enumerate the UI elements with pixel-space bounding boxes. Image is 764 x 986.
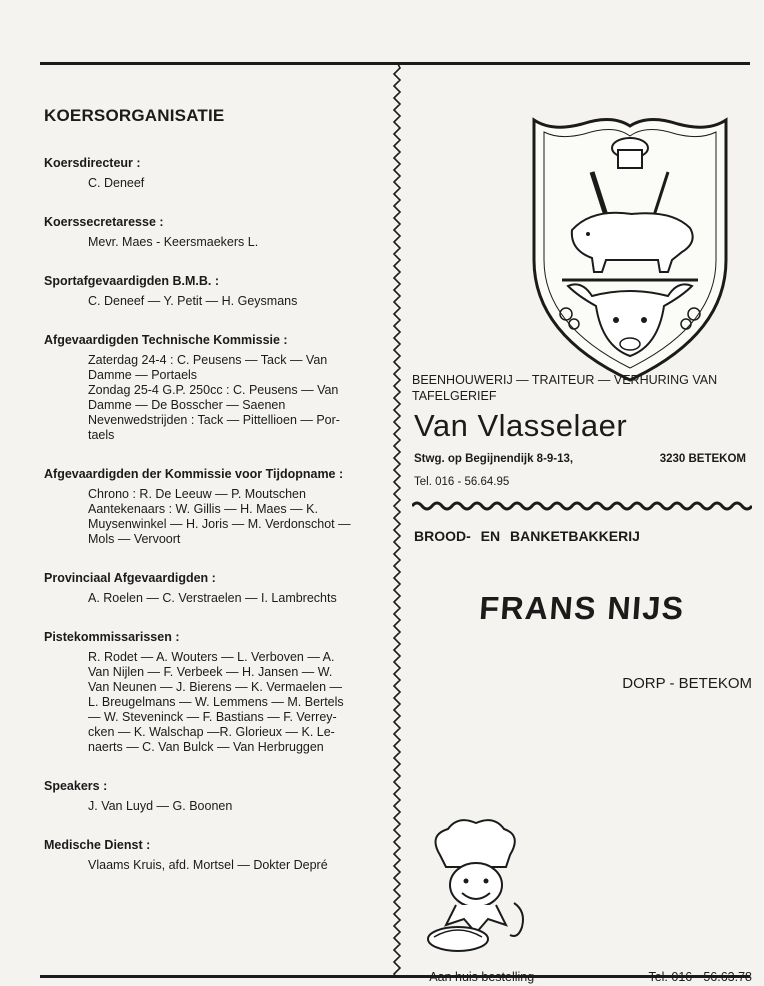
bakery-phone: Tel. 016 - 56.63.78 (648, 970, 752, 984)
member-line: Zaterdag 24-4 : C. Peusens — Tack — Van (88, 353, 328, 367)
section-members (44, 799, 379, 814)
member-line: Mols — Vervoort (88, 532, 181, 546)
committee-section (44, 779, 379, 814)
section-heading: Speakers : (44, 779, 108, 793)
page-title: KOERSORGANISATIE (44, 106, 225, 125)
member-line: taels (88, 428, 115, 442)
section-members (44, 176, 379, 191)
section-heading: Sportafgevaardigden B.M.B. : (44, 274, 220, 288)
member-line: Zondag 25-4 G.P. 250cc : C. Peusens — Van (88, 383, 339, 397)
section-heading: Pistekommissarissen : (44, 630, 180, 644)
advertisements-column (412, 70, 752, 984)
chef-icon (418, 815, 538, 965)
member-line: C. Deneef (88, 176, 145, 190)
butcher-city: 3230 BETEKOM (659, 453, 746, 465)
section-members (44, 591, 379, 606)
section-members (44, 294, 379, 309)
committee-section (44, 333, 379, 443)
member-line: Aantekenaars : W. Gillis — H. Maes — K. (88, 502, 318, 516)
coat-of-arms-icon (522, 110, 737, 385)
member-line: Muysenwinkel — H. Joris — M. Verdonschot — (88, 517, 351, 531)
section-heading: Provinciaal Afgevaardigden : (44, 571, 216, 585)
section-heading: Koersdirecteur : (44, 156, 141, 170)
butcher-street: Stwg. op Begijnendijk 8-9-13, (414, 453, 574, 465)
committee-section (44, 630, 379, 755)
member-line: J. Van Luyd — G. Boonen (88, 799, 233, 813)
butcher-address (414, 453, 750, 465)
section-members (44, 235, 379, 250)
committee-column (44, 100, 379, 897)
committee-sections (44, 156, 379, 873)
member-line: Chrono : R. De Leeuw — P. Moutschen (88, 487, 306, 501)
zigzag-divider (412, 498, 752, 514)
committee-section (44, 215, 379, 250)
member-line: naerts — C. Van Bulck — Van Herbruggen (88, 740, 324, 754)
member-line: Nevenwedstrijden : Tack — Pittellioen — Por- (88, 413, 340, 427)
section-heading: Afgevaardigden Technische Kommissie : (44, 333, 288, 347)
member-line: A. Roelen — C. Verstraelen — I. Lambrechts (88, 591, 337, 605)
member-line: Van Nijlen — F. Verbeek — H. Jansen — W. (88, 665, 333, 679)
section-members (44, 650, 379, 755)
member-line: Vlaams Kruis, afd. Mortsel — Dokter Depré (88, 858, 328, 872)
section-members (44, 858, 379, 873)
bakery-name: FRANS NIJS (478, 590, 686, 626)
butcher-brand: Van Vlasselaer (414, 408, 628, 443)
member-line: Mevr. Maes - Keersmaekers L. (88, 235, 259, 249)
bakery-type: BROOD- EN BANKETBAKKERIJ (414, 528, 640, 544)
committee-section (44, 467, 379, 547)
delivery-note: — Aan huis bestelling (414, 970, 535, 984)
member-line: Damme — De Bosscher — Saenen (88, 398, 286, 412)
member-line: — W. Steveninck — F. Bastians — F. Verrey- (88, 710, 337, 724)
committee-section (44, 156, 379, 191)
member-line: C. Deneef — Y. Petit — H. Geysmans (88, 294, 298, 308)
section-heading: Afgevaardigden der Kommissie voor Tijdopname : (44, 467, 344, 481)
committee-section (44, 838, 379, 873)
section-heading: Medische Dienst : (44, 838, 151, 852)
section-members (44, 487, 379, 547)
bakery-location: DORP - BETEKOM (622, 675, 752, 692)
member-line: R. Rodet — A. Wouters — L. Verboven — A. (88, 650, 335, 664)
member-line: L. Breugelmans — W. Lemmens — M. Bertels (88, 695, 344, 709)
section-heading: Koerssecretaresse : (44, 215, 164, 229)
column-divider (392, 62, 402, 978)
member-line: Damme — Portaels (88, 368, 198, 382)
committee-section (44, 571, 379, 606)
butcher-phone: Tel. 016 - 56.64.95 (414, 476, 510, 488)
member-line: Van Neunen — J. Bierens — K. Vermaelen — (88, 680, 343, 694)
section-members (44, 353, 379, 443)
committee-section (44, 274, 379, 309)
member-line: cken — K. Walschap —R. Glorieux — K. Le- (88, 725, 335, 739)
butcher-services: BEENHOUWERIJ — TRAITEUR — VERHURING VAN TAFELGERIEF (412, 373, 718, 403)
